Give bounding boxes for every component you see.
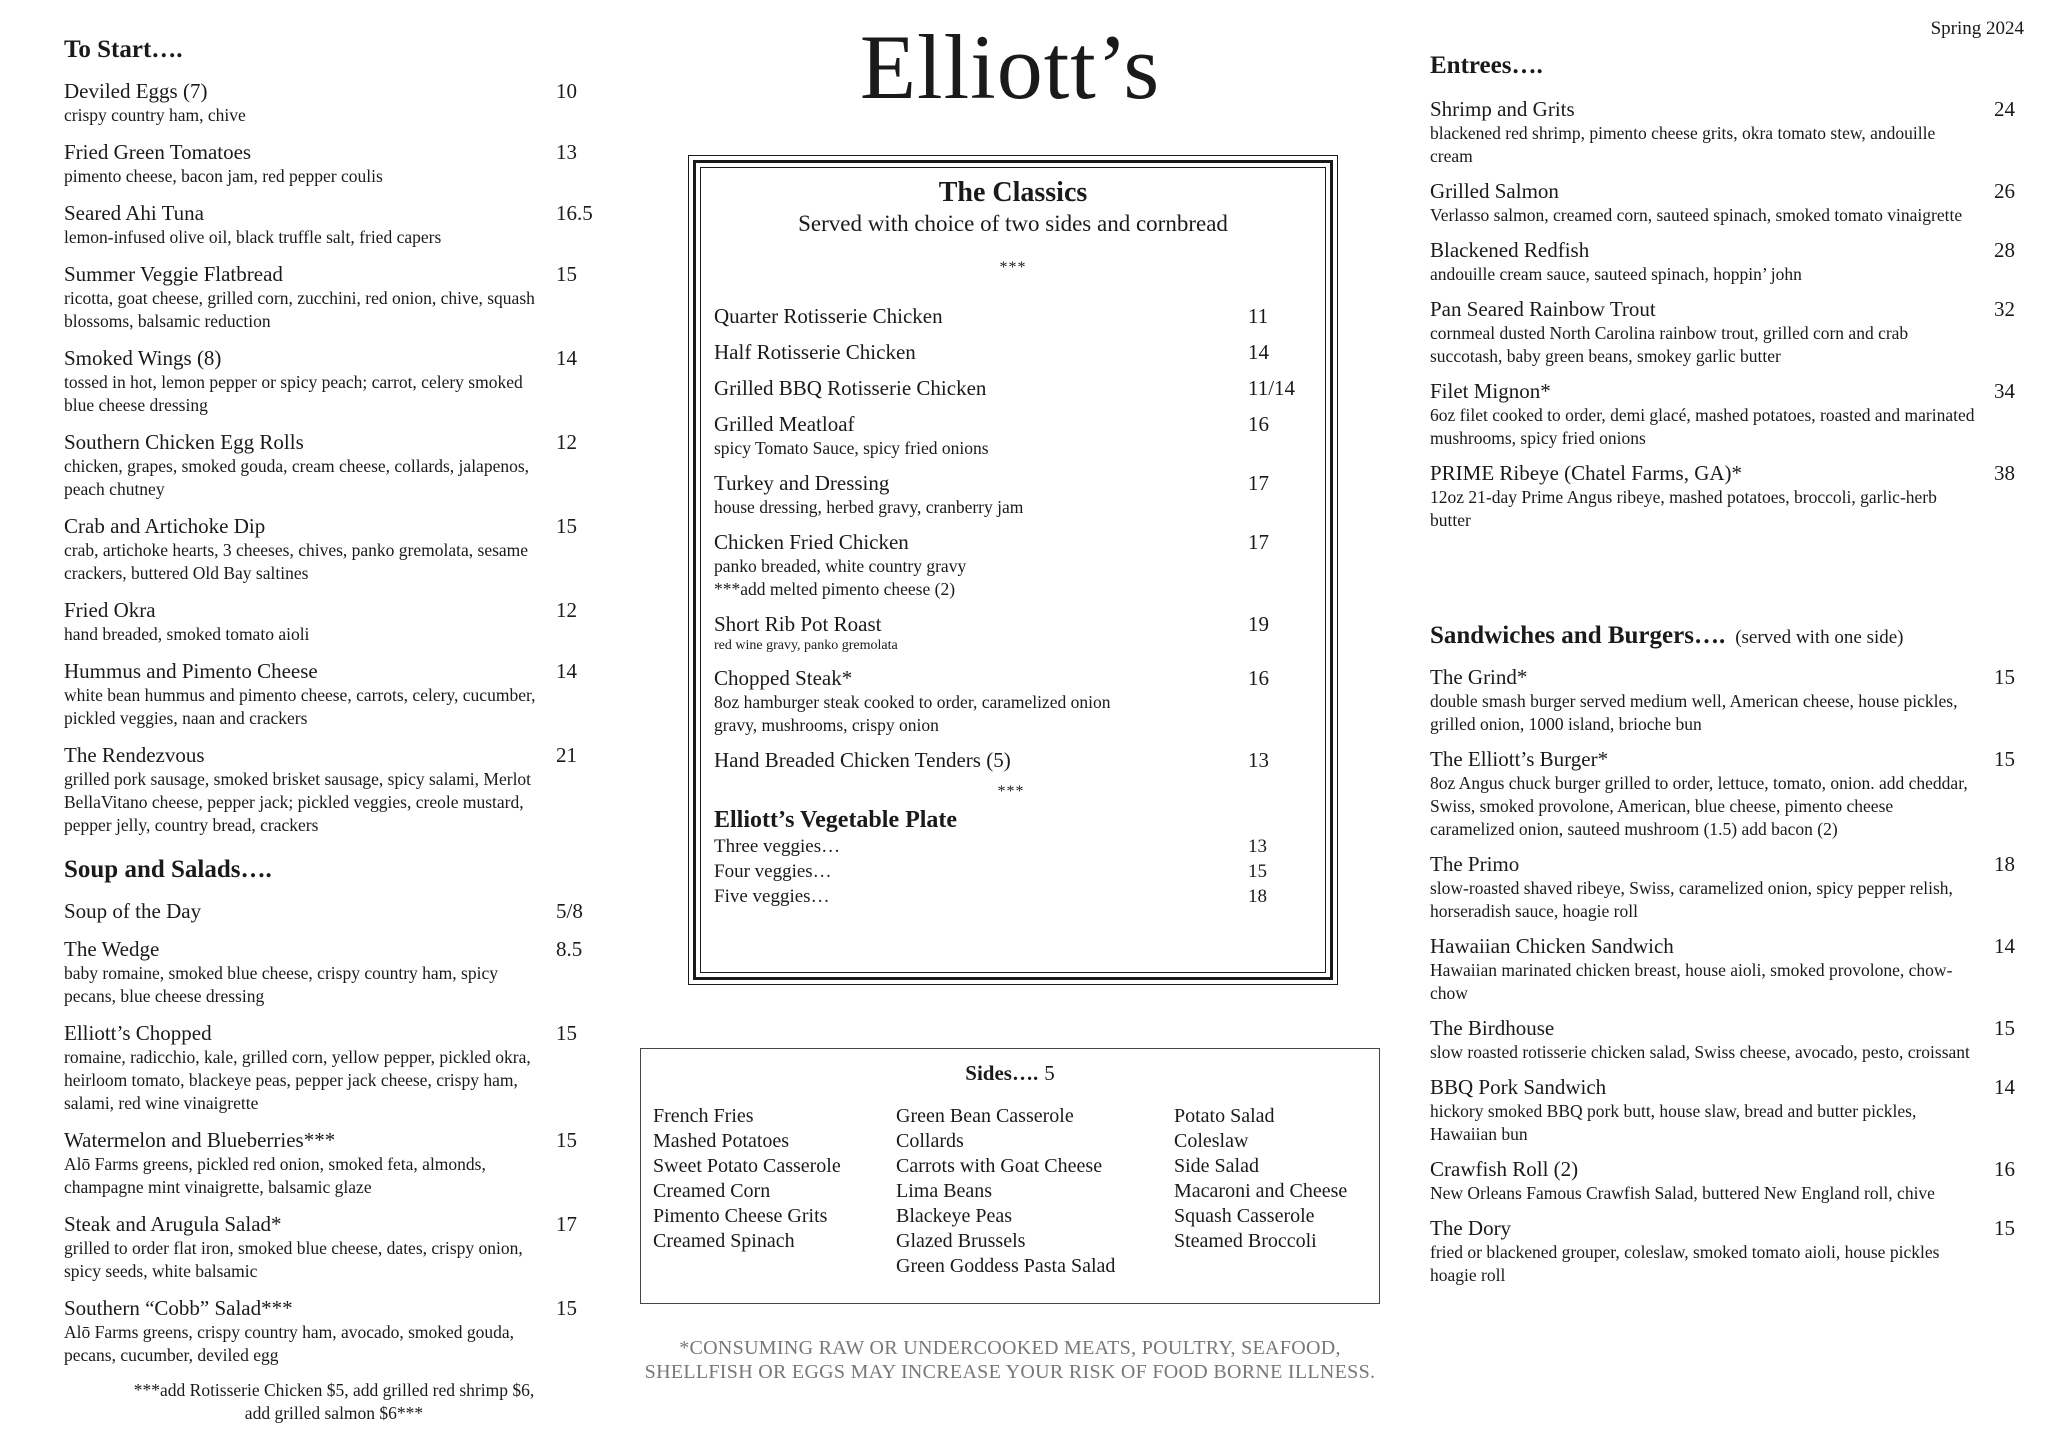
item-price: 10 [556, 79, 577, 103]
item-desc: fried or blackened grouper, coleslaw, smoked tomato aioli, house pickles hoagie roll [1430, 1242, 1940, 1285]
item-name: The Dory [1430, 1216, 1512, 1240]
season-label: Spring 2024 [1930, 18, 2024, 39]
side-item: Collards [896, 1130, 964, 1152]
item-price: 17 [1248, 530, 1269, 554]
item-desc: double smash burger served medium well, American cheese, house pickles, grilled onion, 1000 island, brioche bun [1430, 691, 1958, 734]
menu-item [714, 303, 1308, 329]
veg-price: 18 [1248, 886, 1267, 907]
side-item: Potato Salad [1174, 1105, 1275, 1127]
item-name: Hawaiian Chicken Sandwich [1430, 934, 1674, 958]
sandwiches-heading [1430, 622, 1904, 650]
menu-item [1430, 296, 2020, 368]
item-desc: New Orleans Famous Crawfish Salad, buttered New England roll, chive [1430, 1183, 1935, 1203]
item-price: 34 [1994, 379, 2015, 403]
menu-item [64, 742, 604, 837]
soups-list [64, 898, 604, 1425]
menu-item [64, 261, 604, 333]
side-item: Creamed Spinach [653, 1230, 795, 1252]
menu-item [1430, 460, 2020, 532]
item-name: Blackened Redfish [1430, 238, 1590, 262]
item-price: 11 [1248, 304, 1269, 328]
item-name: Half Rotisserie Chicken [714, 340, 916, 364]
item-price: 38 [1994, 461, 2015, 485]
item-desc: romaine, radicchio, kale, grilled corn, yellow pepper, pickled okra, heirloom tomato, blackeye peas, pepper jack cheese, crispy ham, salami, red wine vinaigrette [64, 1047, 531, 1113]
veg-option [714, 884, 1308, 909]
item-name: Grilled Meatloaf [714, 412, 855, 436]
item-price: 12 [556, 430, 577, 454]
sides-column [653, 1104, 896, 1279]
item-price: 8.5 [556, 937, 583, 961]
sandwiches-list [1430, 664, 2020, 1297]
item-name: Summer Veggie Flatbread [64, 262, 283, 286]
item-price: 16 [1248, 666, 1269, 690]
side-item: Lima Beans [896, 1180, 993, 1202]
item-desc: slow roasted rotisserie chicken salad, Swiss cheese, avocado, pesto, croissant [1430, 1042, 1970, 1062]
item-price: 16.5 [556, 201, 593, 225]
menu-item [714, 375, 1308, 401]
veg-option [714, 859, 1308, 884]
item-desc: blackened red shrimp, pimento cheese grits, okra tomato stew, andouille cream [1430, 123, 1936, 166]
classics-box [693, 160, 1333, 980]
item-name: Filet Mignon* [1430, 379, 1551, 403]
item-name: The Rendezvous [64, 743, 205, 767]
item-price: 28 [1994, 238, 2015, 262]
menu-item [1430, 746, 2020, 841]
veg-label: Four veggies… [714, 861, 832, 882]
item-desc: 6oz filet cooked to order, demi glacé, mashed potatoes, roasted and marinated mushrooms, spicy fried onions [1430, 405, 1975, 448]
item-name: Hand Breaded Chicken Tenders (5) [714, 748, 1011, 772]
classics-list [696, 303, 1330, 909]
veg-price: 13 [1248, 836, 1267, 857]
item-name: Seared Ahi Tuna [64, 201, 205, 225]
item-name: Watermelon and Blueberries*** [64, 1128, 336, 1152]
menu-item [1430, 378, 2020, 450]
entrees-heading: Entrees…. [1430, 52, 1543, 79]
item-name: Steak and Arugula Salad* [64, 1212, 282, 1236]
item-price: 17 [556, 1212, 577, 1236]
item-desc: ricotta, goat cheese, grilled corn, zucchini, red onion, chive, squash blossoms, balsamic reduction [64, 288, 535, 331]
sides-column [1174, 1104, 1374, 1279]
menu-item [1430, 1074, 2020, 1146]
side-item: Steamed Broccoli [1174, 1230, 1317, 1252]
item-desc: panko breaded, white country gravy [714, 556, 967, 576]
item-desc: lemon-infused olive oil, black truffle salt, fried capers [64, 227, 442, 247]
item-desc: Hawaiian marinated chicken breast, house aioli, smoked provolone, chow-chow [1430, 960, 1953, 1003]
item-name: The Wedge [64, 937, 160, 961]
side-item: Coleslaw [1174, 1130, 1249, 1152]
menu-item [64, 200, 604, 249]
item-name: Smoked Wings (8) [64, 346, 222, 370]
side-item: Creamed Corn [653, 1180, 771, 1202]
item-price: 15 [1994, 665, 2015, 689]
divider-stars: *** [999, 259, 1027, 276]
item-desc: 8oz hamburger steak cooked to order, caramelized onion gravy, mushrooms, crispy onion [714, 692, 1111, 735]
veg-label: Three veggies… [714, 836, 841, 857]
item-price: 15 [1994, 1216, 2015, 1240]
item-desc: grilled to order flat iron, smoked blue cheese, dates, crispy onion, spicy seeds, white balsamic [64, 1238, 523, 1281]
item-price: 16 [1248, 412, 1269, 436]
item-price: 16 [1994, 1157, 2015, 1181]
item-name: Southern Chicken Egg Rolls [64, 430, 304, 454]
side-item: French Fries [653, 1105, 754, 1127]
menu-item [64, 345, 604, 417]
menu-item [64, 513, 604, 585]
item-name: BBQ Pork Sandwich [1430, 1075, 1607, 1099]
menu-item [64, 78, 604, 127]
item-name: Grilled Salmon [1430, 179, 1559, 203]
menu-item [714, 747, 1308, 773]
sides-title: Sides…. [965, 1061, 1039, 1085]
item-desc: 12oz 21-day Prime Angus ribeye, mashed potatoes, broccoli, garlic-herb butter [1430, 487, 1937, 530]
sides-column [896, 1104, 1174, 1279]
item-price: 18 [1994, 852, 2015, 876]
item-desc: slow-roasted shaved ribeye, Swiss, caramelized onion, spicy pepper relish, horseradish sauce, hoagie roll [1430, 878, 1953, 921]
item-price: 17 [1248, 471, 1269, 495]
item-name: The Elliott’s Burger* [1430, 747, 1609, 771]
item-desc: 8oz Angus chuck burger grilled to order, lettuce, tomato, onion. add cheddar, Swiss, smoked provolone, American, blue cheese, pimento cheese caramelized onion, sauteed mushroom (1.5) add bacon (2) [1430, 773, 1968, 839]
item-name: Soup of the Day [64, 899, 202, 923]
menu-item [64, 1020, 604, 1115]
item-price: 14 [1994, 1075, 2015, 1099]
menu-item [64, 658, 604, 730]
sides-box [640, 1048, 1380, 1304]
item-price: 15 [556, 262, 577, 286]
menu-item [714, 470, 1308, 519]
restaurant-logo: Elliott’s [859, 16, 1161, 118]
item-name: Quarter Rotisserie Chicken [714, 304, 943, 328]
veg-plate-title: Elliott’s Vegetable Plate [714, 807, 958, 833]
side-item: Green Bean Casserole [896, 1105, 1074, 1127]
item-name: Short Rib Pot Roast [714, 612, 882, 636]
menu-item [64, 1211, 604, 1283]
item-desc: spicy Tomato Sauce, spicy fried onions [714, 438, 989, 458]
item-price: 26 [1994, 179, 2015, 203]
soups-heading: Soup and Salads…. [64, 856, 272, 883]
menu-item [64, 429, 604, 501]
item-price: 15 [556, 1021, 577, 1045]
item-name: Fried Green Tomatoes [64, 140, 252, 164]
entrees-list [1430, 96, 2020, 542]
item-price: 15 [1994, 747, 2015, 771]
item-name: Turkey and Dressing [714, 471, 890, 495]
side-item: Sweet Potato Casserole [653, 1155, 841, 1177]
sandwiches-title: Sandwiches and Burgers…. [1430, 622, 1726, 649]
menu-item [1430, 1015, 2020, 1064]
item-name: Crawfish Roll (2) [1430, 1157, 1579, 1181]
menu-item [1430, 664, 2020, 736]
item-price: 5/8 [556, 899, 583, 923]
item-desc: cornmeal dusted North Carolina rainbow trout, grilled corn and crab succotash, baby green beans, smokey garlic butter [1430, 323, 1909, 366]
side-item: Mashed Potatoes [653, 1130, 790, 1152]
veg-label: Five veggies… [714, 886, 830, 907]
classics-subtitle: Served with choice of two sides and cornbread [798, 211, 1228, 236]
side-item: Side Salad [1174, 1155, 1259, 1177]
menu-item [1430, 96, 2020, 168]
veg-price: 15 [1248, 861, 1267, 882]
item-desc: pimento cheese, bacon jam, red pepper coulis [64, 166, 383, 186]
menu-item [714, 339, 1308, 365]
item-price: 14 [1994, 934, 2015, 958]
side-item: Macaroni and Cheese [1174, 1180, 1348, 1202]
side-item: Squash Casserole [1174, 1205, 1315, 1227]
menu-item [714, 611, 1308, 655]
menu-item [1430, 933, 2020, 1005]
item-desc: Alō Farms greens, crispy country ham, avocado, smoked gouda, pecans, cucumber, deviled egg [64, 1322, 515, 1365]
item-price: 15 [556, 1128, 577, 1152]
divider-stars: *** [997, 783, 1025, 800]
item-name: PRIME Ribeye (Chatel Farms, GA)* [1430, 461, 1743, 485]
sides-price: 5 [1044, 1061, 1055, 1085]
item-name: Pan Seared Rainbow Trout [1430, 297, 1656, 321]
item-name: Hummus and Pimento Cheese [64, 659, 318, 683]
menu-item [1430, 178, 2020, 227]
menu-item [64, 597, 604, 646]
salad-addon-note: ***add Rotisserie Chicken $5, add grilled red shrimp $6, add grilled salmon $6*** [133, 1380, 535, 1423]
item-desc: baby romaine, smoked blue cheese, crispy country ham, spicy pecans, blue cheese dressing [64, 963, 498, 1006]
item-name: Southern “Cobb” Salad*** [64, 1296, 293, 1320]
menu-item [1430, 851, 2020, 923]
sandwiches-note: (served with one side) [1735, 627, 1904, 648]
veg-option [714, 834, 1308, 859]
item-price: 12 [556, 598, 577, 622]
item-price: 24 [1994, 97, 2015, 121]
side-item: Glazed Brussels [896, 1230, 1026, 1252]
menu-item [714, 411, 1308, 460]
item-addon: ***add melted pimento cheese (2) [714, 579, 956, 599]
item-name: Shrimp and Grits [1430, 97, 1575, 121]
item-desc: tossed in hot, lemon pepper or spicy peach; carrot, celery smoked blue cheese dressing [64, 372, 523, 415]
item-name: The Birdhouse [1430, 1016, 1555, 1040]
item-desc: hickory smoked BBQ pork butt, house slaw, bread and butter pickles, Hawaiian bun [1430, 1101, 1917, 1144]
item-desc: white bean hummus and pimento cheese, carrots, celery, cucumber, pickled veggies, naan and crackers [64, 685, 536, 728]
menu-item [1430, 1156, 2020, 1205]
item-name: Chopped Steak* [714, 666, 853, 690]
item-desc: hand breaded, smoked tomato aioli [64, 624, 310, 644]
to-start-list [64, 78, 604, 849]
item-price: 15 [1994, 1016, 2015, 1040]
classics-title: The Classics [938, 177, 1088, 208]
item-desc: red wine gravy, panko gremolata [714, 638, 898, 653]
item-price: 13 [556, 140, 577, 164]
item-name: The Primo [1430, 852, 1520, 876]
menu-item [714, 529, 1308, 601]
menu-item [714, 665, 1308, 737]
item-price: 14 [556, 659, 577, 683]
item-name: Chicken Fried Chicken [714, 530, 909, 554]
item-desc: grilled pork sausage, smoked brisket sausage, spicy salami, Merlot BellaVitano cheese, pepper jack; pickled veggies, creole mustard, pepper jelly, country bread, crackers [64, 769, 532, 835]
item-price: 14 [556, 346, 577, 370]
side-item: Green Goddess Pasta Salad [896, 1255, 1116, 1277]
item-price: 11/14 [1248, 376, 1296, 400]
item-desc: Verlasso salmon, creamed corn, sauteed spinach, smoked tomato vinaigrette [1430, 205, 1963, 225]
side-item: Carrots with Goat Cheese [896, 1155, 1103, 1177]
side-item: Pimento Cheese Grits [653, 1205, 828, 1227]
item-desc: andouille cream sauce, sauteed spinach, hoppin’ john [1430, 264, 1802, 284]
item-price: 32 [1994, 297, 2015, 321]
item-desc: house dressing, herbed gravy, cranberry jam [714, 497, 1024, 517]
menu-item [64, 936, 604, 1008]
item-name: Grilled BBQ Rotisserie Chicken [714, 376, 987, 400]
menu-item [64, 1127, 604, 1199]
menu-item [1430, 237, 2020, 286]
menu-item [64, 898, 604, 924]
item-price: 14 [1248, 340, 1269, 364]
item-price: 21 [556, 743, 577, 767]
to-start-heading: To Start…. [64, 36, 183, 63]
item-name: Deviled Eggs (7) [64, 79, 208, 103]
food-safety-warning: *CONSUMING RAW OR UNDERCOOKED MEATS, POULTRY, SEAFOOD, SHELLFISH OR EGGS MAY INCREASE YOUR RISK OF FOOD BORNE ILLNESS. [644, 1337, 1376, 1383]
item-desc: Alō Farms greens, pickled red onion, smoked feta, almonds, champagne mint vinaigrette, balsamic glaze [64, 1154, 486, 1197]
item-desc: crispy country ham, chive [64, 105, 246, 125]
item-price: 13 [1248, 748, 1269, 772]
item-price: 19 [1248, 612, 1269, 636]
menu-item [64, 1295, 604, 1367]
item-name: Elliott’s Chopped [64, 1021, 212, 1045]
item-desc: chicken, grapes, smoked gouda, cream cheese, collards, jalapenos, peach chutney [64, 456, 530, 499]
menu-item [64, 139, 604, 188]
side-item: Blackeye Peas [896, 1205, 1013, 1227]
menu-item [1430, 1215, 2020, 1287]
item-name: The Grind* [1430, 665, 1528, 689]
item-name: Crab and Artichoke Dip [64, 514, 266, 538]
item-desc: crab, artichoke hearts, 3 cheeses, chives, panko gremolata, sesame crackers, buttered Old Bay saltines [64, 540, 529, 583]
item-name: Fried Okra [64, 598, 156, 622]
item-price: 15 [556, 1296, 577, 1320]
item-price: 15 [556, 514, 577, 538]
